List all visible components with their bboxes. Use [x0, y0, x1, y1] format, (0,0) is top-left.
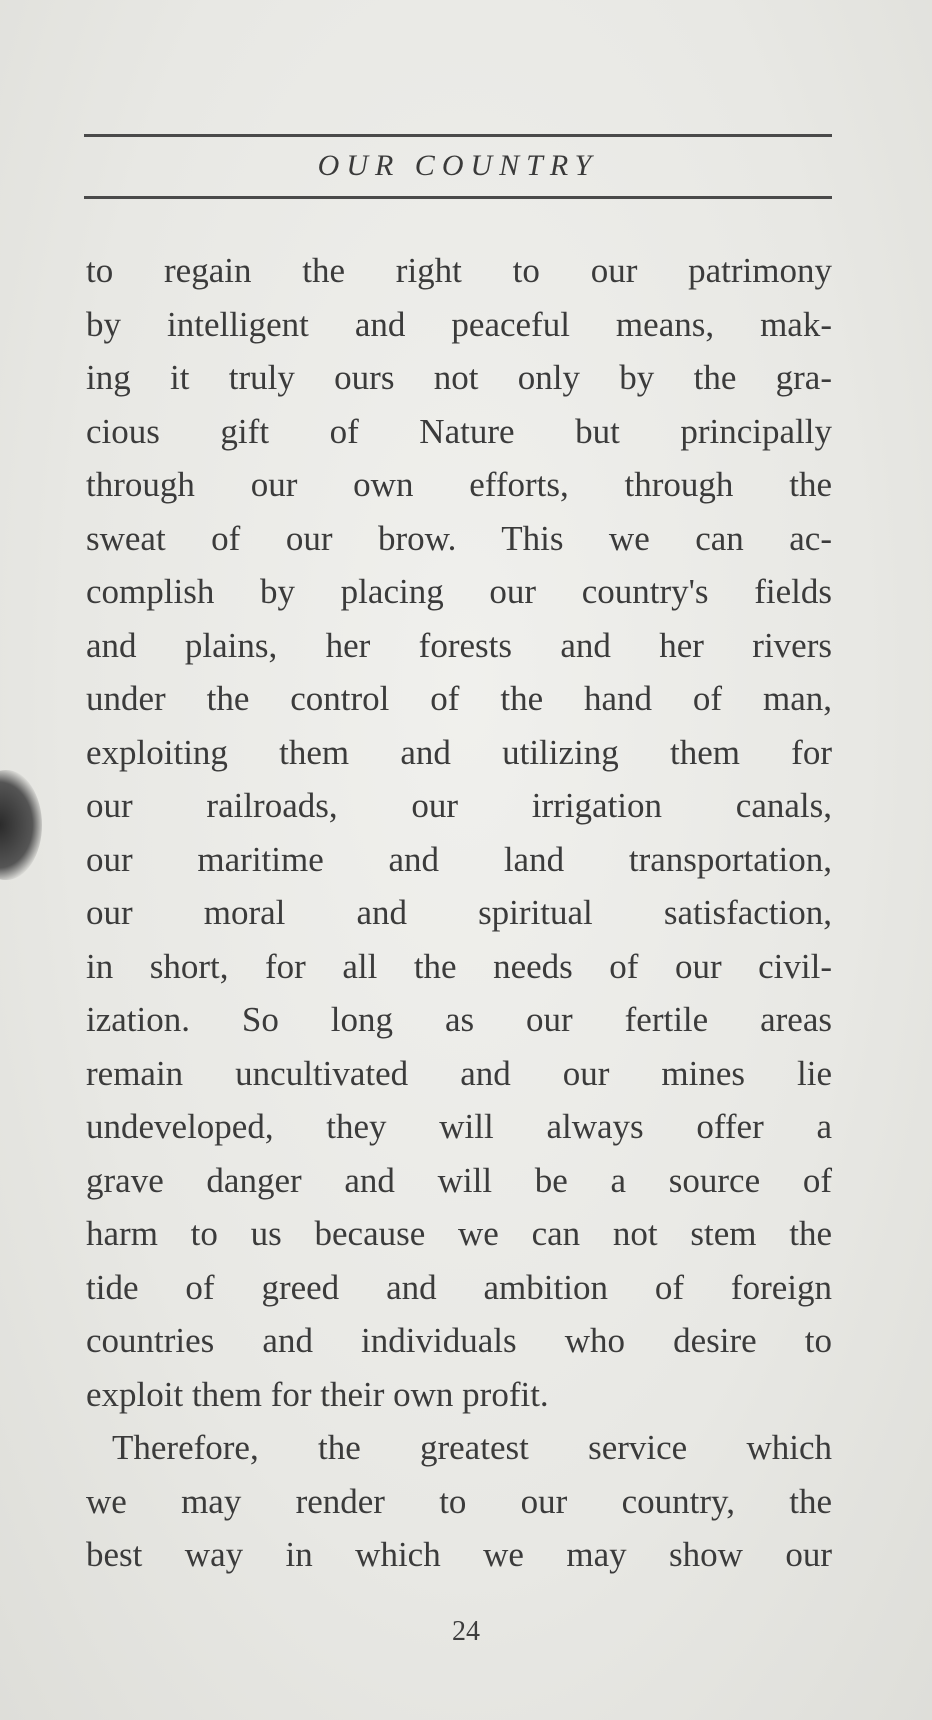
text-line: sweat of our brow. This we can ac- [86, 518, 832, 558]
text-line: and plains, her forests and her rivers [86, 625, 832, 665]
text-line: our moral and spiritual satisfaction, [86, 893, 832, 932]
text-line: grave danger and will be a source of [86, 1160, 832, 1200]
text-line: under the control of the hand of man, [86, 679, 832, 718]
text-line: our railroads, our irrigation canals, [86, 786, 832, 825]
text-line: exploit them for their own profit. [86, 1374, 549, 1414]
text-line: Therefore, the greatest service which [112, 1428, 832, 1467]
text-line: remain uncultivated and our mines lie [86, 1053, 832, 1093]
text-line: ization. So long as our fertile areas [86, 1000, 832, 1039]
text-line: we may render to our country, the [86, 1481, 832, 1521]
text-line: to regain the right to our patrimony [86, 251, 832, 290]
text-line: harm to us because we can not stem the [86, 1214, 832, 1253]
text-line: exploiting them and utilizing them for [86, 732, 832, 772]
text-line: in short, for all the needs of our civil- [86, 946, 832, 986]
text-line: undeveloped, they will always offer a [86, 1107, 832, 1146]
text-line: ing it truly ours not only by the gra- [86, 358, 832, 397]
header-top-rule [84, 134, 832, 137]
text-line: through our own efforts, through the [86, 465, 832, 504]
running-head: OUR COUNTRY [317, 149, 599, 182]
text-line: complish by placing our country's fields [86, 572, 832, 611]
text-line: cious gift of Nature but principally [86, 411, 832, 451]
body-text [86, 244, 832, 1582]
text-line: our maritime and land transportation, [86, 839, 832, 879]
text-line: by intelligent and peaceful means, mak- [86, 304, 832, 344]
header-bottom-rule [84, 196, 832, 199]
thumb-shadow [0, 770, 42, 880]
text-line: best way in which we may show our [86, 1535, 832, 1574]
page-number: 24 [452, 1616, 480, 1647]
text-line: countries and individuals who desire to [86, 1321, 832, 1360]
text-line: tide of greed and ambition of foreign [86, 1267, 832, 1307]
